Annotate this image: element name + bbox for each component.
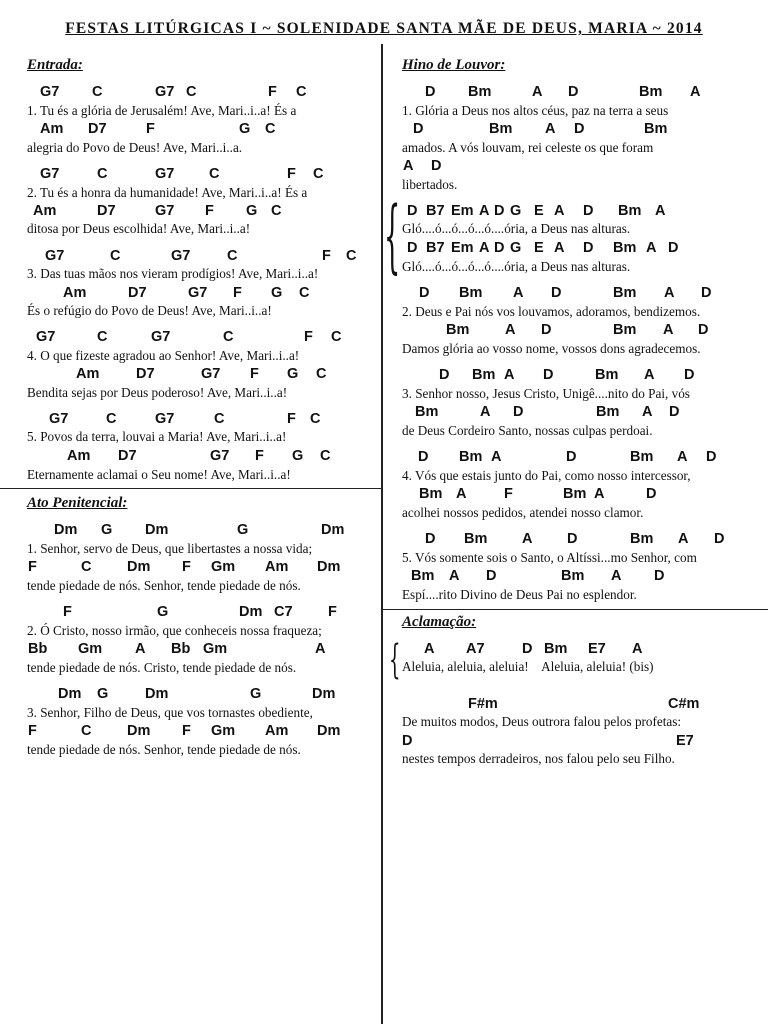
chord: Bm [561,568,585,584]
chord: Bm [472,367,496,383]
lyric-line: 1. Tu és a glória de Jerusalém! Ave, Mari..i..a! És a [27,103,297,118]
lyric-line: tende piedade de nós. Senhor, tende piedade de nós. [27,742,301,757]
chord: C [81,723,92,739]
chord: C [296,84,307,100]
chord: Bm [446,322,470,338]
chord: B7 [426,203,445,219]
chord: D [698,322,709,338]
chord: A [644,367,655,383]
chord: G7 [36,329,56,345]
chord: A [480,404,491,420]
chord: D [431,158,442,174]
lyric-line: 5. Povos da terra, louvai a Maria! Ave, Mari..i..a! [27,429,287,444]
chord: G7 [155,203,175,219]
chord: A [642,404,653,420]
chord: C [313,166,324,182]
chord: D [541,322,552,338]
chord: Dm [239,604,263,620]
chord: Bm [630,531,654,547]
lyric-line: alegria do Povo de Deus! Ave, Mari..i..a. [27,140,243,155]
chord: C [92,84,103,100]
chord: A [403,158,414,174]
lyric-line: Bendita sejas por Deus poderoso! Ave, Mari..i..a! [27,385,288,400]
repeat-brace: { [384,189,401,282]
chord: D [583,203,594,219]
chord: G7 [155,84,175,100]
chord: Bb [28,641,48,657]
chord: A [479,203,490,219]
chord: Am [265,723,289,739]
lyric-line: ditosa por Deus escolhida! Ave, Mari..i..a! [27,221,251,236]
chord: C [310,411,321,427]
chord: Dm [317,723,341,739]
chord: D [551,285,562,301]
chord: F [233,285,242,301]
chord: D7 [97,203,116,219]
chord: A [554,240,565,256]
chord: D [574,121,585,137]
chord: G [237,522,249,538]
chord: F [287,411,296,427]
chord: G [97,686,109,702]
chord: Bb [171,641,191,657]
lyric-line: de Deus Cordeiro Santo, nossas culpas perdoai. [402,423,653,438]
chord: D [669,404,680,420]
chord: A [491,449,502,465]
chord: A [611,568,622,584]
chord: Gm [211,723,236,739]
chord: G7 [151,329,171,345]
chord: F [28,723,37,739]
chord: G [510,203,522,219]
chord: F [28,559,37,575]
chord: Bm [459,285,483,301]
chord: D [706,449,717,465]
chord: Bm [618,203,642,219]
lyric-line: 3. Senhor, Filho de Deus, que vos tornastes obediente, [27,705,313,720]
page-title: FESTAS LITÚRGICAS I ~ SOLENIDADE SANTA MÃE DE DEUS, MARIA ~ 2014 [65,20,703,37]
chord: A [449,568,460,584]
hino-de-louvor-heading: Hino de Louvor: [402,57,506,73]
chord: A [424,641,435,657]
chord: G7 [40,166,60,182]
chord: G7 [171,248,191,264]
lyric-line: Gló....ó...ó...ó...ó....ória, a Deus nas alturas. [402,221,631,236]
chord: D7 [128,285,147,301]
chord: D [646,486,657,502]
lyric-line: Gló....ó...ó...ó...ó....ória, a Deus nas alturas. [402,259,631,274]
chord: D [425,531,436,547]
chord: Em [451,203,474,219]
chord: A [505,322,516,338]
lyric-line: Aleluia, aleluia, aleluia! Aleluia, aleluia! (bis) [402,659,654,674]
chord: D [407,240,418,256]
chord: F [205,203,214,219]
lyric-line: tende piedade de nós. Senhor, tende piedade de nós. [27,578,301,593]
chord: A [479,240,490,256]
chord: G7 [155,166,175,182]
chord: F [182,559,191,575]
chord: D [522,641,533,657]
chord: G [239,121,251,137]
lyric-line: 5. Vós somente sois o Santo, o Altíssi...mo Senhor, com [402,550,697,565]
chord: A7 [466,641,485,657]
chord: Gm [78,641,103,657]
chord: G7 [201,366,221,382]
chord: Bm [415,404,439,420]
chord: D [567,531,578,547]
lyric-line: 1. Glória a Deus nos altos céus, paz na terra a seus [402,103,669,118]
chord: B7 [426,240,445,256]
lyric-line: 2. Ó Cristo, nosso irmão, que conheceis nossa fraqueza; [27,623,322,638]
lyric-line: acolhei nossos pedidos, atendei nosso clamor. [402,505,644,520]
chord: A [646,240,657,256]
chord: C [299,285,310,301]
chord: Bm [639,84,663,100]
lyric-line: 2. Tu és a honra da humanidade! Ave, Mari..i..a! És a [27,185,308,200]
chord: E [534,203,544,219]
chord: G7 [45,248,65,264]
chord: Gm [203,641,228,657]
chord: Dm [145,522,169,538]
lyric-line: 4. Vós que estais junto do Pai, como nosso intercessor, [402,468,691,483]
chord: E7 [588,641,606,657]
chord: G7 [210,448,230,464]
chord: Bm [596,404,620,420]
chord: D [701,285,712,301]
chord: F [146,121,155,137]
chord: F [504,486,513,502]
chord: Am [63,285,87,301]
repeat-brace: { [389,637,401,683]
section-divider [382,609,768,610]
chord: D7 [118,448,137,464]
chord: D [654,568,665,584]
chord: Gm [211,559,236,575]
chord: E7 [676,733,694,749]
chord: C#m [668,696,700,712]
chord: A [664,285,675,301]
section-divider [0,488,381,489]
chord: Bm [613,322,637,338]
chord: Dm [58,686,82,702]
chord: Bm [613,285,637,301]
lyric-line: nestes tempos derradeiros, nos falou pelo seu Filho. [402,751,675,766]
lyric-line: 4. O que fizeste agradou ao Senhor! Ave, Mari..i..a! [27,348,300,363]
chord: G [292,448,304,464]
chord: Bm [544,641,568,657]
chord: D [494,240,505,256]
chord: G [271,285,283,301]
chord: C7 [274,604,293,620]
chord: A [545,121,556,137]
chord: D [486,568,497,584]
chord: Dm [312,686,336,702]
chord: Dm [127,723,151,739]
chord: C [81,559,92,575]
chord: G7 [40,84,60,100]
chord: A [663,322,674,338]
chord: D [714,531,725,547]
chord: F [322,248,331,264]
chord: A [532,84,543,100]
chord: C [265,121,276,137]
ato-penitencial-heading: Ato Penitencial: [27,495,128,511]
lyric-line: tende piedade de nós. Cristo, tende piedade de nós. [27,660,297,675]
chord: C [106,411,117,427]
chord: E [534,240,544,256]
chord: G [287,366,299,382]
chord: C [110,248,121,264]
chord: D [513,404,524,420]
chord: F [250,366,259,382]
chord: A [690,84,701,100]
chord: Am [40,121,64,137]
chord: D [402,733,413,749]
chord: C [209,166,220,182]
chord: C [227,248,238,264]
chord: G [246,203,258,219]
chord: D [668,240,679,256]
column-divider [381,44,383,1024]
chord: C [271,203,282,219]
chord: C [186,84,197,100]
chord: D [439,367,450,383]
chord: A [632,641,643,657]
chord: D [419,285,430,301]
chord: Dm [317,559,341,575]
chord: G [250,686,262,702]
chord: Dm [145,686,169,702]
lyric-line: 3. Das tuas mãos nos vieram prodígios! Ave, Mari..i..a! [27,266,319,281]
chord: G [510,240,522,256]
chord: A [315,641,326,657]
chord: F [182,723,191,739]
chord: C [346,248,357,264]
chord: A [456,486,467,502]
chord: F#m [468,696,498,712]
chord: Bm [459,449,483,465]
chord: D [407,203,418,219]
chord: Bm [563,486,587,502]
chord: Dm [321,522,345,538]
lyric-line: De muitos modos, Deus outrora falou pelos profetas: [402,714,682,729]
chord: Bm [489,121,513,137]
lyric-line: amados. A vós louvam, rei celeste os que foram [402,140,654,155]
chord: Am [76,366,100,382]
chord: A [655,203,666,219]
chord: G [101,522,113,538]
chord: Dm [127,559,151,575]
chord: F [328,604,337,620]
chord: Bm [419,486,443,502]
chord: A [594,486,605,502]
chord: D [566,449,577,465]
chord: Am [33,203,57,219]
chord: Bm [630,449,654,465]
chord: D7 [88,121,107,137]
chord: C [320,448,331,464]
chord: D [568,84,579,100]
chord: C [223,329,234,345]
chord: D [418,449,429,465]
lyric-line: Damos glória ao vosso nome, vossos dons agradecemos. [402,341,701,356]
chord: D [494,203,505,219]
chord: G [157,604,169,620]
lyric-line: És o refúgio do Povo de Deus! Ave, Mari..i..a! [27,303,272,318]
chord: C [97,166,108,182]
chord: F [287,166,296,182]
chord: F [304,329,313,345]
chord: D [413,121,424,137]
chord: C [331,329,342,345]
lyric-line: 3. Senhor nosso, Jesus Cristo, Unigê....nito do Pai, vós [402,386,690,401]
chord: A [522,531,533,547]
chord: Bm [464,531,488,547]
chord: F [268,84,277,100]
chord: G7 [49,411,69,427]
chord: Bm [595,367,619,383]
chord: G7 [188,285,208,301]
lyric-line: libertados. [402,177,458,192]
chord: D [425,84,436,100]
chord: A [677,449,688,465]
chord: A [554,203,565,219]
lyric-line: 1. Senhor, servo de Deus, que libertastes a nossa vida; [27,541,313,556]
chord: A [504,367,515,383]
chord: C [214,411,225,427]
chord: D7 [136,366,155,382]
chord: Bm [613,240,637,256]
lyric-line: Espí....rito Divino de Deus Pai no esplendor. [402,587,637,602]
chord: Am [67,448,91,464]
lyric-line: 2. Deus e Pai nós vos louvamos, adoramos, bendizemos. [402,304,701,319]
chord: Am [265,559,289,575]
chord: D [543,367,554,383]
chord: C [97,329,108,345]
chord: A [678,531,689,547]
chord: G7 [155,411,175,427]
chord: C [316,366,327,382]
aclamacao-heading: Aclamação: [402,614,477,630]
chord: Bm [411,568,435,584]
chord: Bm [644,121,668,137]
lyric-line: Eternamente aclamai o Seu nome! Ave, Mari..i..a! [27,467,291,482]
chord: Dm [54,522,78,538]
chord: A [513,285,524,301]
chord: Bm [468,84,492,100]
chord: Em [451,240,474,256]
chord: F [255,448,264,464]
chord: F [63,604,72,620]
entrada-heading: Entrada: [27,57,83,73]
chord: A [135,641,146,657]
chord: D [684,367,695,383]
chord: D [583,240,594,256]
